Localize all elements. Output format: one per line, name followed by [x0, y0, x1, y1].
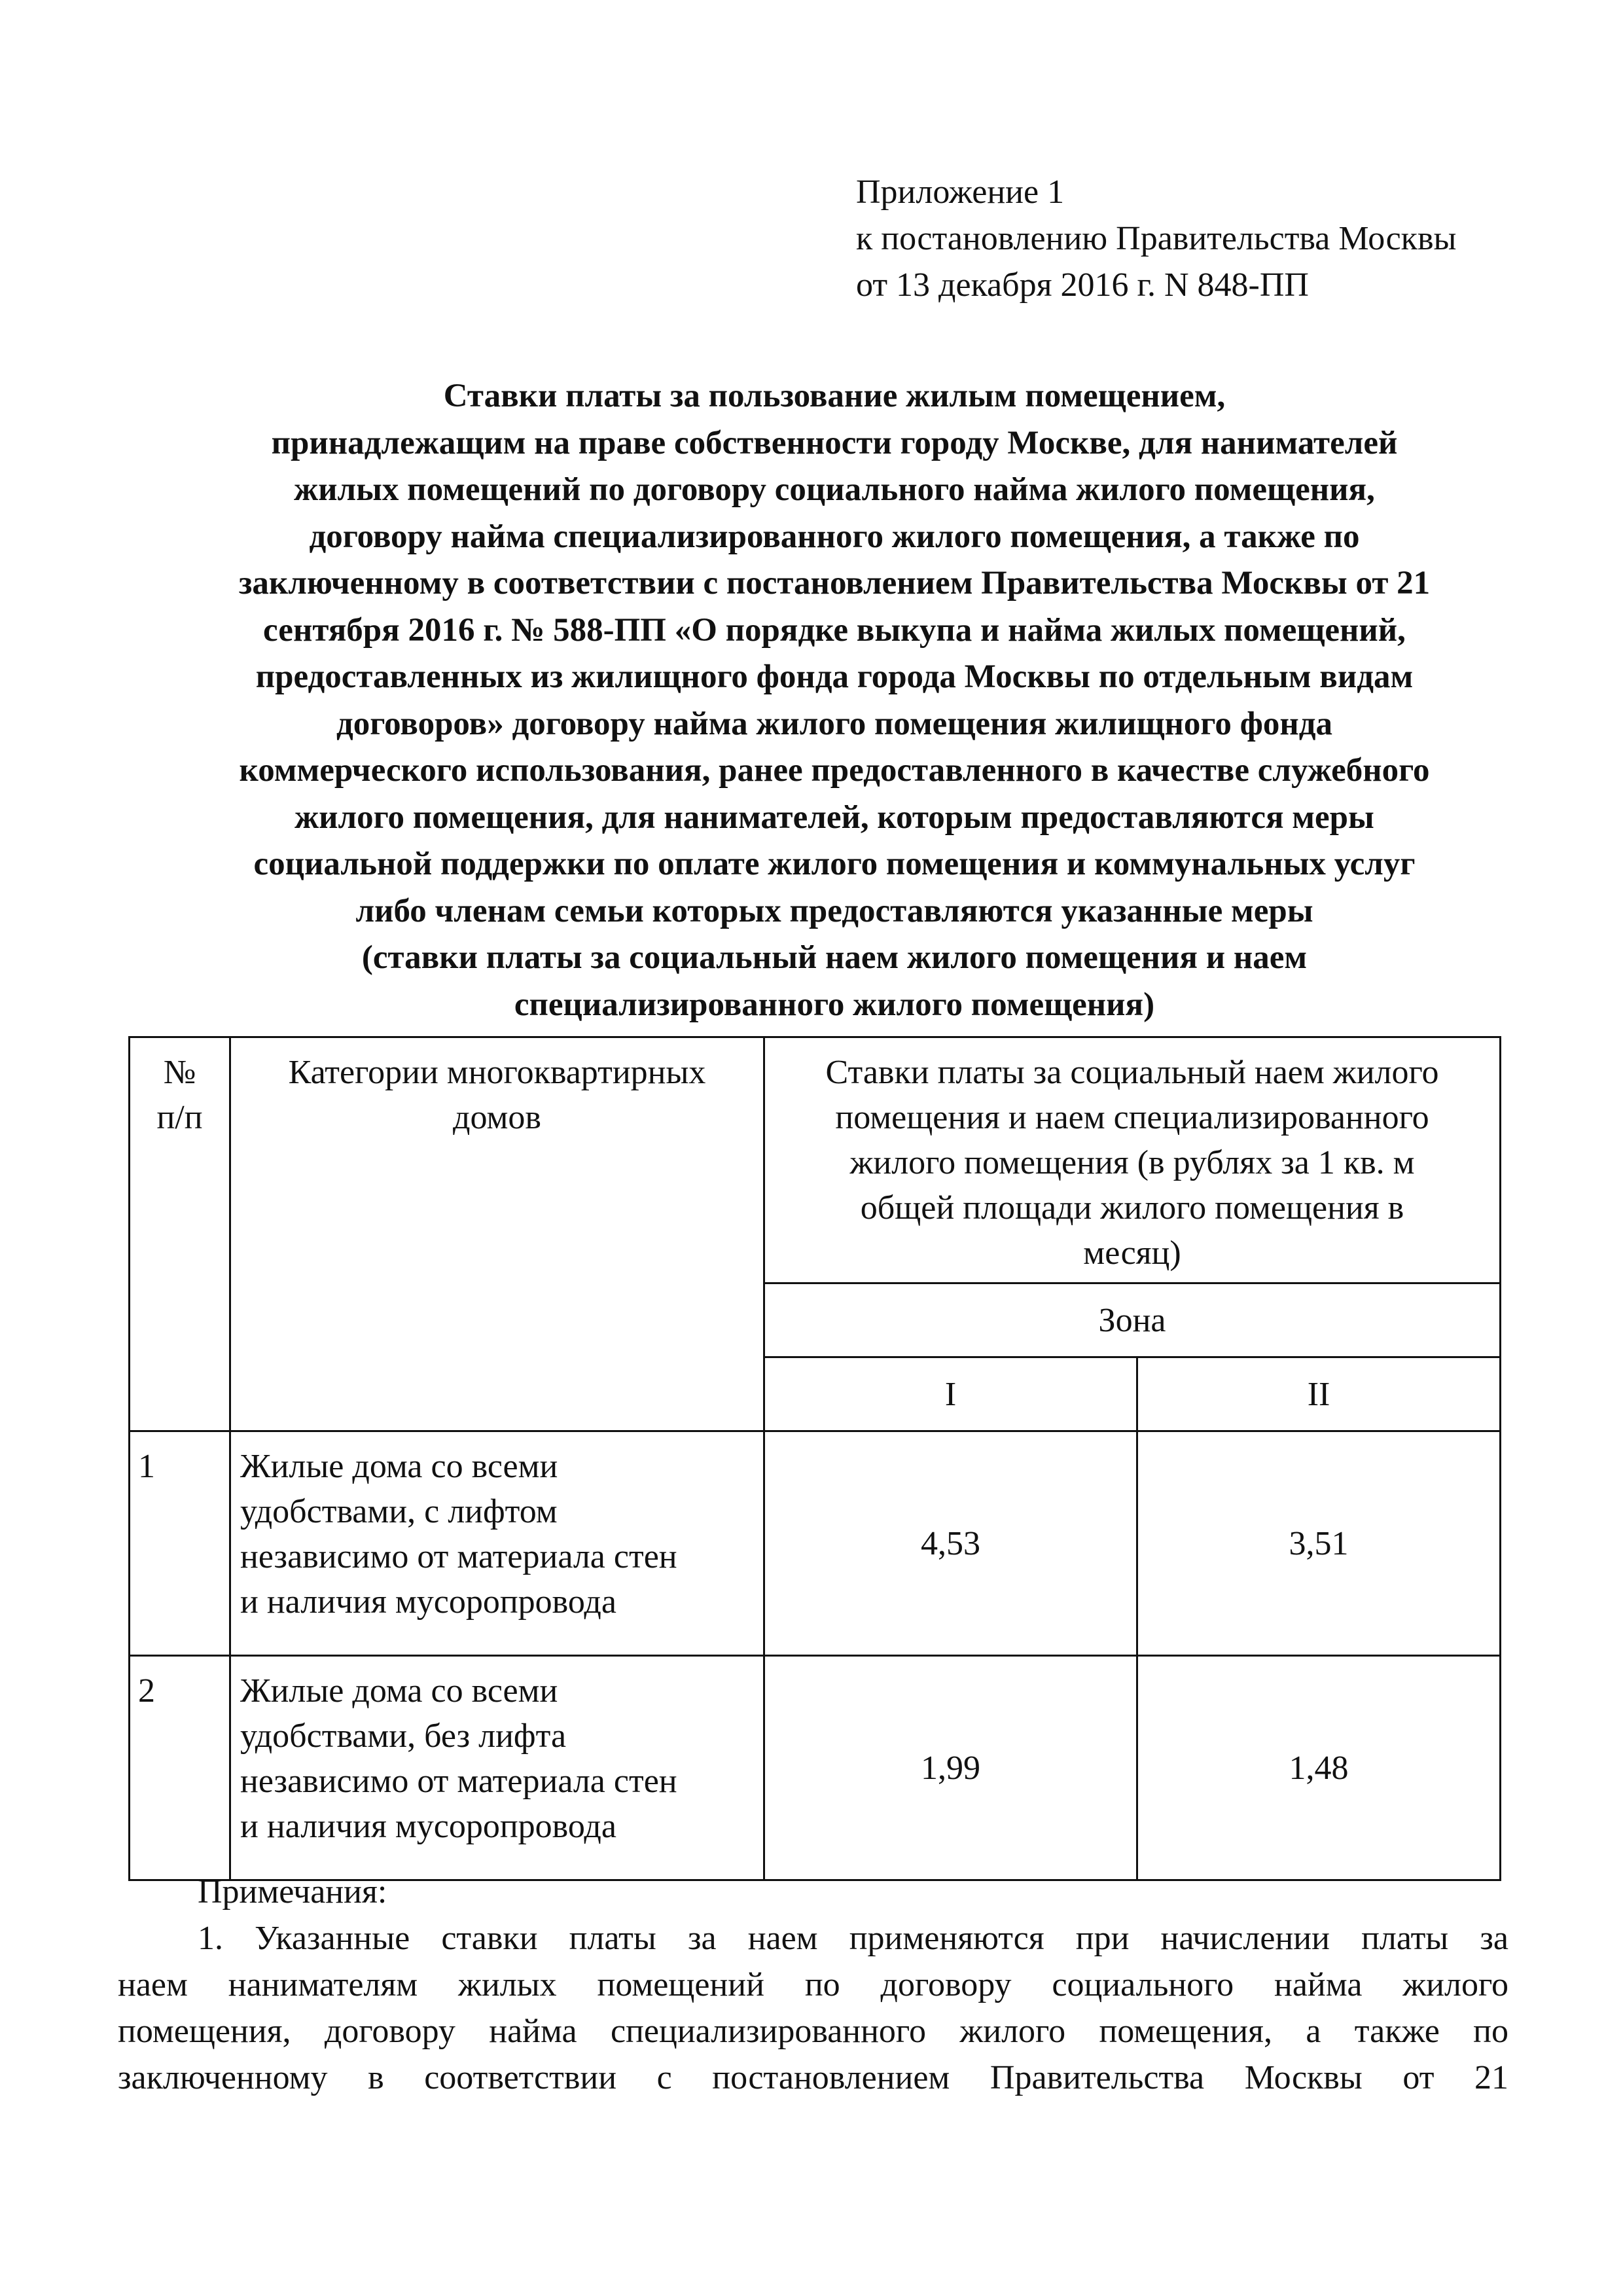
table-row — [130, 1431, 1501, 1656]
notes-line: помещения, договору найма специализированного жилого помещения, а также по — [118, 2013, 1508, 2050]
title-line: договору найма специализированного жилого помещения, а также по — [309, 518, 1360, 555]
header-rates-cell — [764, 1037, 1501, 1283]
header-number-cell — [130, 1037, 230, 1431]
notes-line: наем нанимателям жилых помещений по договору социального найма жилого — [118, 1966, 1508, 2003]
header-rates-line: жилого помещения (в рублях за 1 кв. м — [849, 1144, 1415, 1181]
title-line: сентября 2016 г. № 588-ПП «О порядке выкупа и найма жилых помещений, — [263, 611, 1406, 649]
title-line: предоставленных из жилищного фонда города Москвы по отдельным видам — [255, 658, 1414, 695]
title-line: либо членам семьи которых предоставляются указанные меры — [355, 892, 1313, 929]
row-category-line: независимо от материала стен — [240, 1538, 677, 1575]
row-zone-1-rate: 1,99 — [764, 1656, 1137, 1880]
title-line: специализированного жилого помещения) — [514, 986, 1155, 1023]
row-category — [230, 1431, 764, 1656]
appendix-header — [856, 169, 1456, 308]
appendix-line: к постановлению Правительства Москвы — [856, 220, 1457, 257]
row-category-line: независимо от материала стен — [240, 1763, 677, 1800]
row-category-line: Жилые дома со всеми — [240, 1672, 558, 1710]
header-zone-cell: Зона — [764, 1283, 1501, 1357]
notes-section — [118, 1869, 1508, 2101]
header-zone-2: II — [1137, 1357, 1501, 1431]
row-zone-1-rate: 4,53 — [764, 1431, 1137, 1656]
table-row — [130, 1656, 1501, 1880]
header-category-cell — [230, 1037, 764, 1431]
appendix-line: Приложение 1 — [856, 173, 1065, 211]
title-line: (ставки платы за социальный наем жилого помещения и наем — [361, 939, 1308, 976]
notes-line: заключенному в соответствии с постановлением Правительства Москвы от 21 — [118, 2059, 1508, 2096]
header-category-line: Категории многоквартирных — [288, 1054, 706, 1091]
row-category-line: и наличия мусоропровода — [240, 1808, 616, 1845]
notes-line: 1. Указанные ставки платы за наем применяются при начислении платы за — [198, 1920, 1508, 1957]
title-line: договоров» договору найма жилого помещения жилищного фонда — [336, 705, 1333, 742]
title-line: коммерческого использования, ранее предоставленного в качестве служебного — [239, 752, 1430, 789]
row-zone-2-rate: 3,51 — [1137, 1431, 1501, 1656]
header-rates-line: помещения и наем специализированного — [835, 1099, 1429, 1136]
title-line: принадлежащим на праве собственности городу Москве, для нанимателей — [271, 424, 1398, 461]
row-category-line: Жилые дома со всеми — [240, 1448, 558, 1485]
header-rates-line: Ставки платы за социальный наем жилого — [825, 1054, 1439, 1091]
document-title — [118, 373, 1551, 1028]
row-number: 1 — [130, 1431, 230, 1656]
row-zone-2-rate: 1,48 — [1137, 1656, 1501, 1880]
title-line: Ставки платы за пользование жилым помещением, — [443, 378, 1226, 414]
rates-table — [128, 1036, 1501, 1881]
title-line: заключенному в соответствии с постановлением Правительства Москвы от 21 — [238, 565, 1431, 601]
appendix-line: от 13 декабря 2016 г. N 848-ПП — [856, 266, 1309, 304]
header-number-abbr: п/п — [156, 1099, 203, 1136]
header-number-symbol: № — [163, 1054, 196, 1091]
table-header-row — [130, 1037, 1501, 1283]
row-number: 2 — [130, 1656, 230, 1880]
title-line: жилых помещений по договору социального найма жилого помещения, — [294, 471, 1375, 508]
title-line: социальной поддержки по оплате жилого помещения и коммунальных услуг — [253, 846, 1416, 882]
title-line: жилого помещения, для нанимателей, которым предоставляются меры — [294, 798, 1374, 836]
row-category-line: удобствами, без лифта — [240, 1717, 567, 1755]
row-category — [230, 1656, 764, 1880]
row-category-line: удобствами, с лифтом — [240, 1493, 558, 1530]
header-category-line: домов — [453, 1099, 541, 1136]
row-category-line: и наличия мусоропровода — [240, 1583, 616, 1621]
header-rates-line: общей площади жилого помещения в — [860, 1189, 1404, 1227]
header-rates-line: месяц) — [1083, 1234, 1181, 1272]
notes-heading: Примечания: — [198, 1873, 387, 1910]
header-zone-1: I — [764, 1357, 1137, 1431]
